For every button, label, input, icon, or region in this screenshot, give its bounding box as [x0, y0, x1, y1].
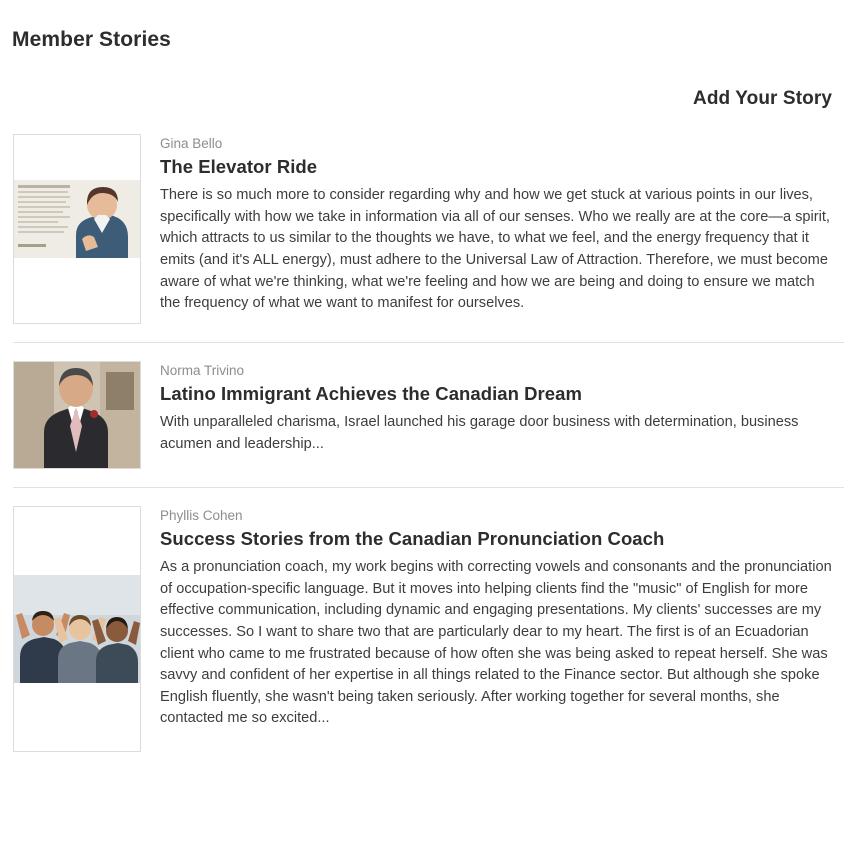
story-excerpt: As a pronunciation coach, my work begins with correcting vowels and consonants and the pronunciation of occupation-specific language. But it moves into helping clients find the "music" of English for more effective communication, including dynamic and engaging presentations. My clients' successes are my successes. So I want to share two that are particularly dear to my heart. The first is of an Ecuadorian client who came to me frustrated because of how often she was being asked to repeat herself. She was savvy and confident of her expertise in all things related to the Finance sector. But although she spoke English fluently, she wasn't being taken seriously. After working together for several months, she contacted me so excited...: [160, 559, 832, 727]
add-your-story-button[interactable]: Add Your Story: [693, 88, 832, 109]
story-author: Norma Trivino: [160, 363, 245, 378]
member-stories-page: [0, 28, 857, 752]
divider: [13, 487, 844, 488]
story-body: [141, 506, 844, 730]
story-thumbnail-gina-bello[interactable]: [13, 134, 141, 324]
story-excerpt: With unparalleled charisma, Israel launched his garage door business with determination, business acumen and leadership...: [160, 414, 799, 452]
story-excerpt: There is so much more to consider regarding why and how we get stuck at various points in our lives, specifically with how we take in information via all of our senses. Who we really are at the core—a spirit, which attracts to us similar to the thoughts we have, to what we feel, and the energy frequency that it emits (and it's ALL energy), must adhere to the Universal Law of Attraction. Therefore, we must become aware of what we're thinking, what we're feeling and how we are being and doing to ensure we match the frequency of what we want to manifest for ourselves.: [160, 187, 830, 312]
divider: [13, 342, 844, 343]
stories-list: [12, 134, 845, 752]
story-author: Phyllis Cohen: [160, 508, 243, 523]
story-thumbnail-phyllis-cohen[interactable]: [13, 506, 141, 752]
story-body: [141, 361, 844, 455]
story-title-link[interactable]: The Elevator Ride: [160, 156, 318, 177]
story-title-link[interactable]: Latino Immigrant Achieves the Canadian Dream: [160, 383, 582, 404]
story-title-link[interactable]: Success Stories from the Canadian Pronunciation Coach: [160, 528, 665, 549]
list-item: [12, 506, 845, 752]
story-author: Gina Bello: [160, 136, 223, 151]
story-thumbnail-norma-trivino[interactable]: [13, 361, 141, 469]
story-body: [141, 134, 844, 315]
list-item: [12, 361, 845, 469]
list-item: [12, 134, 845, 324]
page-title: Member Stories: [12, 28, 171, 51]
add-story-row: [12, 88, 845, 110]
